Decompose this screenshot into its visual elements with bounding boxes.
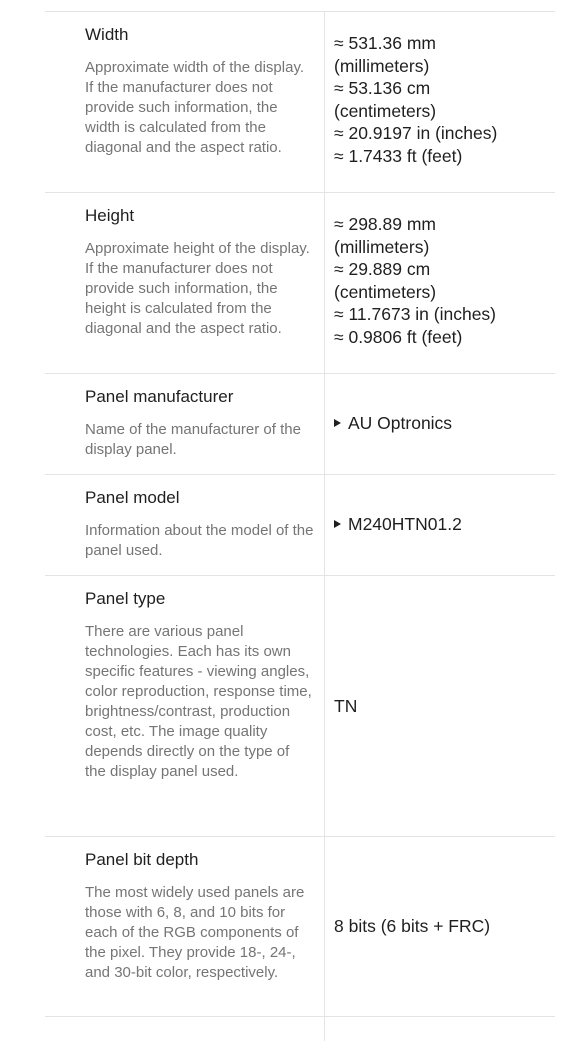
spec-label-cell [45,576,325,836]
value-line: ≈ 29.889 cm [334,259,431,280]
value-line: ≈ 0.9806 ft (feet) [334,326,463,347]
value-line: ≈ 298.89 mm [334,214,437,234]
spec-row-panel-model [45,475,555,576]
spec-title: Height [85,206,135,225]
panel-model-value: M240HTN01.2 [348,514,462,534]
spec-label-cell [45,837,325,1016]
panel-manufacturer-value: AU Optronics [348,413,453,433]
value-line: ≈ 1.7433 ft (feet) [334,145,463,166]
spec-row-panel-type [45,576,555,837]
value-line: (millimeters) [334,236,430,257]
value-line: ≈ 11.7673 in (inches) [334,304,497,325]
spec-description: Name of the manufacturer of the display panel. [85,421,301,458]
spec-title: Width [85,25,129,44]
spec-value-cell [325,193,555,373]
spec-row-next [45,1017,555,1037]
spec-label-cell [45,1017,325,1041]
spec-row-panel-bit-depth [45,837,555,1017]
spec-description: Information about the model of the panel used. [85,522,314,559]
value-line: ≈ 20.9197 in (inches) [334,123,498,144]
triangle-right-icon [334,419,341,427]
spec-description: The most widely used panels are those with 6, 8, and 10 bits for each of the RGB components of the pixel. They provide 18-, 24-, and 30-bit color, respectively. [85,884,305,981]
spec-title: Panel type [85,589,166,608]
value-line: (millimeters) [334,55,430,76]
spec-value-cell [325,12,555,192]
spec-value-cell [325,1017,555,1037]
spec-row-width [45,12,555,193]
value-line: ≈ 53.136 cm [334,78,431,99]
panel-model-link[interactable] [334,513,547,536]
panel-bit-depth-value: 8 bits (6 bits + FRC) [334,916,491,937]
triangle-right-icon [334,520,341,528]
spec-title: Panel bit depth [85,850,199,869]
panel-type-value: TN [334,695,358,716]
value-line: (centimeters) [334,281,437,302]
value-line: ≈ 531.36 mm [334,33,437,53]
spec-value-cell [325,475,555,575]
spec-label-cell [45,12,325,192]
panel-manufacturer-link[interactable] [334,412,547,435]
spec-value-cell [325,837,555,1016]
spec-label-cell [45,193,325,373]
spec-description: There are various panel technologies. Each has its own specific features - viewing angles, color reproduction, response time, brightness/contrast, production cost, etc. The image quality depends directly on the type of the display panel used. [85,623,312,780]
spec-row-height [45,193,555,374]
spec-label-cell [45,374,325,474]
spec-value-cell [325,374,555,474]
spec-title: Panel manufacturer [85,387,234,406]
specs-table [45,11,555,1037]
spec-value-cell [325,576,555,836]
spec-row-panel-manufacturer [45,374,555,475]
spec-description: Approximate width of the display. If the manufacturer does not provide such information, the width is calculated from the diagonal and the aspect ratio. [85,59,305,156]
value-line: (centimeters) [334,100,437,121]
spec-title: Panel model [85,488,180,507]
spec-label-cell [45,475,325,575]
spec-description: Approximate height of the display. If the manufacturer does not provide such information, the height is calculated from the diagonal and the aspect ratio. [85,240,310,337]
